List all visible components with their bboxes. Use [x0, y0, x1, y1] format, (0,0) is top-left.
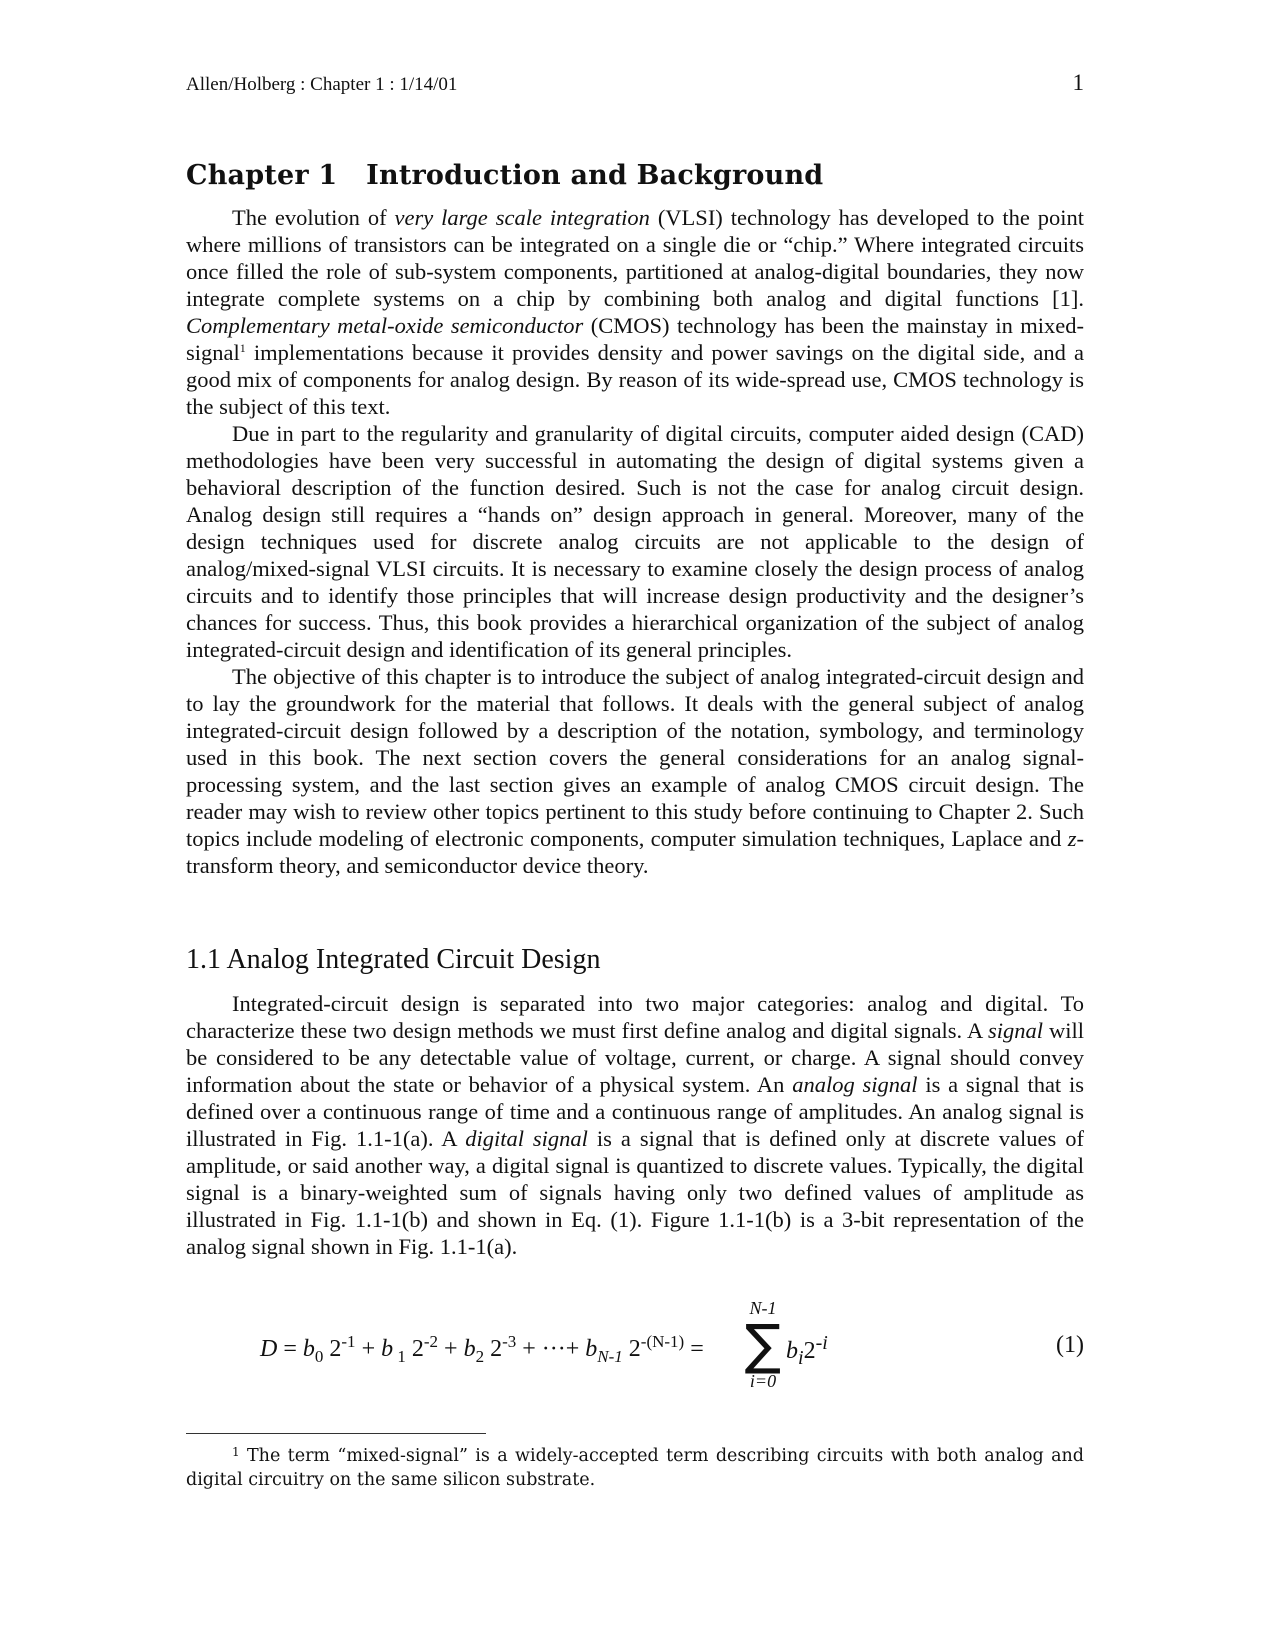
text-run: will be considered to be any detectable value of voltage, current, or charge. A signal should convey information about the state or behavior of a physical system. An [186, 1018, 1084, 1097]
eq-exponent: -2 [423, 1332, 439, 1351]
text-run: is a signal that is defined over a continuous range of time and a continuous range of amplitudes. An analog signal is illustrated in Fig. 1.1-1(a). A [186, 1072, 1084, 1151]
footnote-divider [186, 1433, 486, 1434]
page-number: 1 [1072, 70, 1084, 95]
text-run: is a signal that is defined only at discrete values of amplitude, or said another way, a digital signal is quantized to discrete values. Typically, the digital signal is a binary-weighted sum of signals having only two defined values of amplitude as illustrated in Fig. 1.1-1(b) and shown in Eq. (1). Figure 1.1-1(b) is a 3-bit representation of the analog signal shown in Fig. 1.1-1(a). [186, 1126, 1084, 1259]
equation-right-side [786, 1332, 828, 1370]
intro-paragraph-1 [186, 204, 1084, 420]
eq-symbol: b [381, 1336, 394, 1362]
text-run: (CMOS) technology has been the mainstay in mixed-signal [186, 313, 1085, 365]
text-run: The evolution of [232, 205, 395, 230]
summation [738, 1298, 788, 1392]
footnote-text: The term “mixed-signal” is a widely-accepted term describing circuits with both analog and digital circuitry on the same silicon substrate. [186, 1446, 1084, 1490]
eq-term: 2 [622, 1336, 641, 1362]
eq-exponent: -3 [502, 1332, 517, 1351]
emphasis-term: digital signal [465, 1126, 588, 1151]
eq-term: 2 [323, 1336, 342, 1362]
eq-exponent: -(N-1) [640, 1332, 685, 1351]
chapter-title-text: Introduction and Background [366, 160, 824, 191]
chapter-number: Chapter 1 [186, 160, 338, 191]
emphasis-term: very large scale integration [394, 205, 650, 230]
eq-symbol: b [302, 1336, 315, 1362]
footnote-reference[interactable]: 1 [239, 341, 246, 355]
emphasis-term: Complementary metal-oxide semiconductor [186, 313, 584, 338]
eq-subscript: 0 [314, 1346, 324, 1366]
emphasis-term: z [1067, 826, 1077, 851]
sum-upper-limit: N-1 [749, 1298, 777, 1318]
text-run: -transform theory, and semiconductor device theory. [186, 826, 1084, 878]
eq-symbol: D [260, 1336, 278, 1362]
running-header [186, 70, 1084, 96]
intro-text [186, 204, 1084, 879]
eq-subscript: 2 [475, 1346, 485, 1366]
eq-operator: + [438, 1336, 464, 1362]
text-run: implementations because it provides density and power savings on the digital side, and a good mix of components for analog design. By reason of its wide-spread use, CMOS technology is the subject of this text. [186, 340, 1084, 419]
equation-number: (1) [1056, 1332, 1084, 1358]
eq-symbol: b [585, 1336, 598, 1362]
eq-operator: + ···+ [516, 1336, 586, 1362]
eq-symbol: b [463, 1336, 476, 1362]
section-paragraph-1 [186, 990, 1084, 1260]
eq-term: 2 [484, 1336, 503, 1362]
eq-subscript: 1 [393, 1346, 406, 1366]
running-head-text: Allen/Holberg : Chapter 1 : 1/14/01 [186, 74, 458, 95]
equation-1 [186, 1298, 1084, 1398]
footnote [186, 1444, 1084, 1492]
section-heading: 1.1 Analog Integrated Circuit Design [186, 944, 601, 975]
text-run: (VLSI) technology has developed to the point where millions of transistors can be integrated on a single die or “chip.” Where integrated circuits once filled the role of sub-system components, partitioned at analog-digital boundaries, they now integrate complete systems on a chip by combining both analog and digital functions [1]. [186, 205, 1085, 311]
equation-left-side [260, 1332, 704, 1367]
emphasis-term: analog signal [792, 1072, 918, 1097]
footnote-marker: 1 [232, 1445, 240, 1459]
eq-symbol: b [786, 1338, 798, 1364]
sigma-icon: ∑ [744, 1313, 782, 1376]
eq-term: 2 [405, 1336, 424, 1362]
intro-paragraph-3 [186, 663, 1084, 879]
document-page [186, 0, 1084, 1651]
eq-operator: = [684, 1336, 704, 1362]
text-run: The objective of this chapter is to introduce the subject of analog integrated-circuit design and to lay the groundwork for the material that follows. It deals with the general subject of analog integrated-circuit design followed by a description of the notation, symbology, and terminology used in this book. The next section covers the general considerations for an analog signal-processing system, and the last section gives an example of analog CMOS circuit design. The reader may wish to review other topics pertinent to this study before continuing to Chapter 2. Such topics include modeling of electronic components, computer simulation techniques, Laplace and [186, 664, 1084, 851]
eq-operator: = [277, 1336, 303, 1362]
eq-subscript: N-1 [597, 1346, 623, 1366]
chapter-title [186, 160, 823, 191]
section-text [186, 990, 1084, 1260]
eq-exponent: -i [815, 1332, 828, 1354]
intro-paragraph-2: Due in part to the regularity and granularity of digital circuits, computer aided design (CAD) methodologies have been very successful in automating the design of digital systems given a behavioral description of the function desired. Such is not the case for analog circuit design. Analog design still requires a “hands on” design approach in general. Moreover, many of the design techniques used for discrete analog circuits are not applicable to the design of analog/mixed-signal VLSI circuits. It is necessary to examine closely the design process of analog circuits and to identify those principles that will increase design productivity and the designer’s chances for success. Thus, this book provides a hierarchical organization of the subject of analog integrated-circuit design and identification of its general principles. [186, 421, 1084, 662]
eq-operator: + [355, 1336, 382, 1362]
text-run: Integrated-circuit design is separated into two major categories: analog and digital. To characterize these two design methods we must first define analog and digital signals. A [186, 991, 1084, 1043]
emphasis-term: signal [987, 1018, 1043, 1043]
eq-exponent: -1 [341, 1332, 356, 1351]
eq-subscript: i [798, 1346, 804, 1369]
eq-term: 2 [803, 1338, 816, 1364]
sum-lower-limit: i=0 [749, 1371, 777, 1391]
